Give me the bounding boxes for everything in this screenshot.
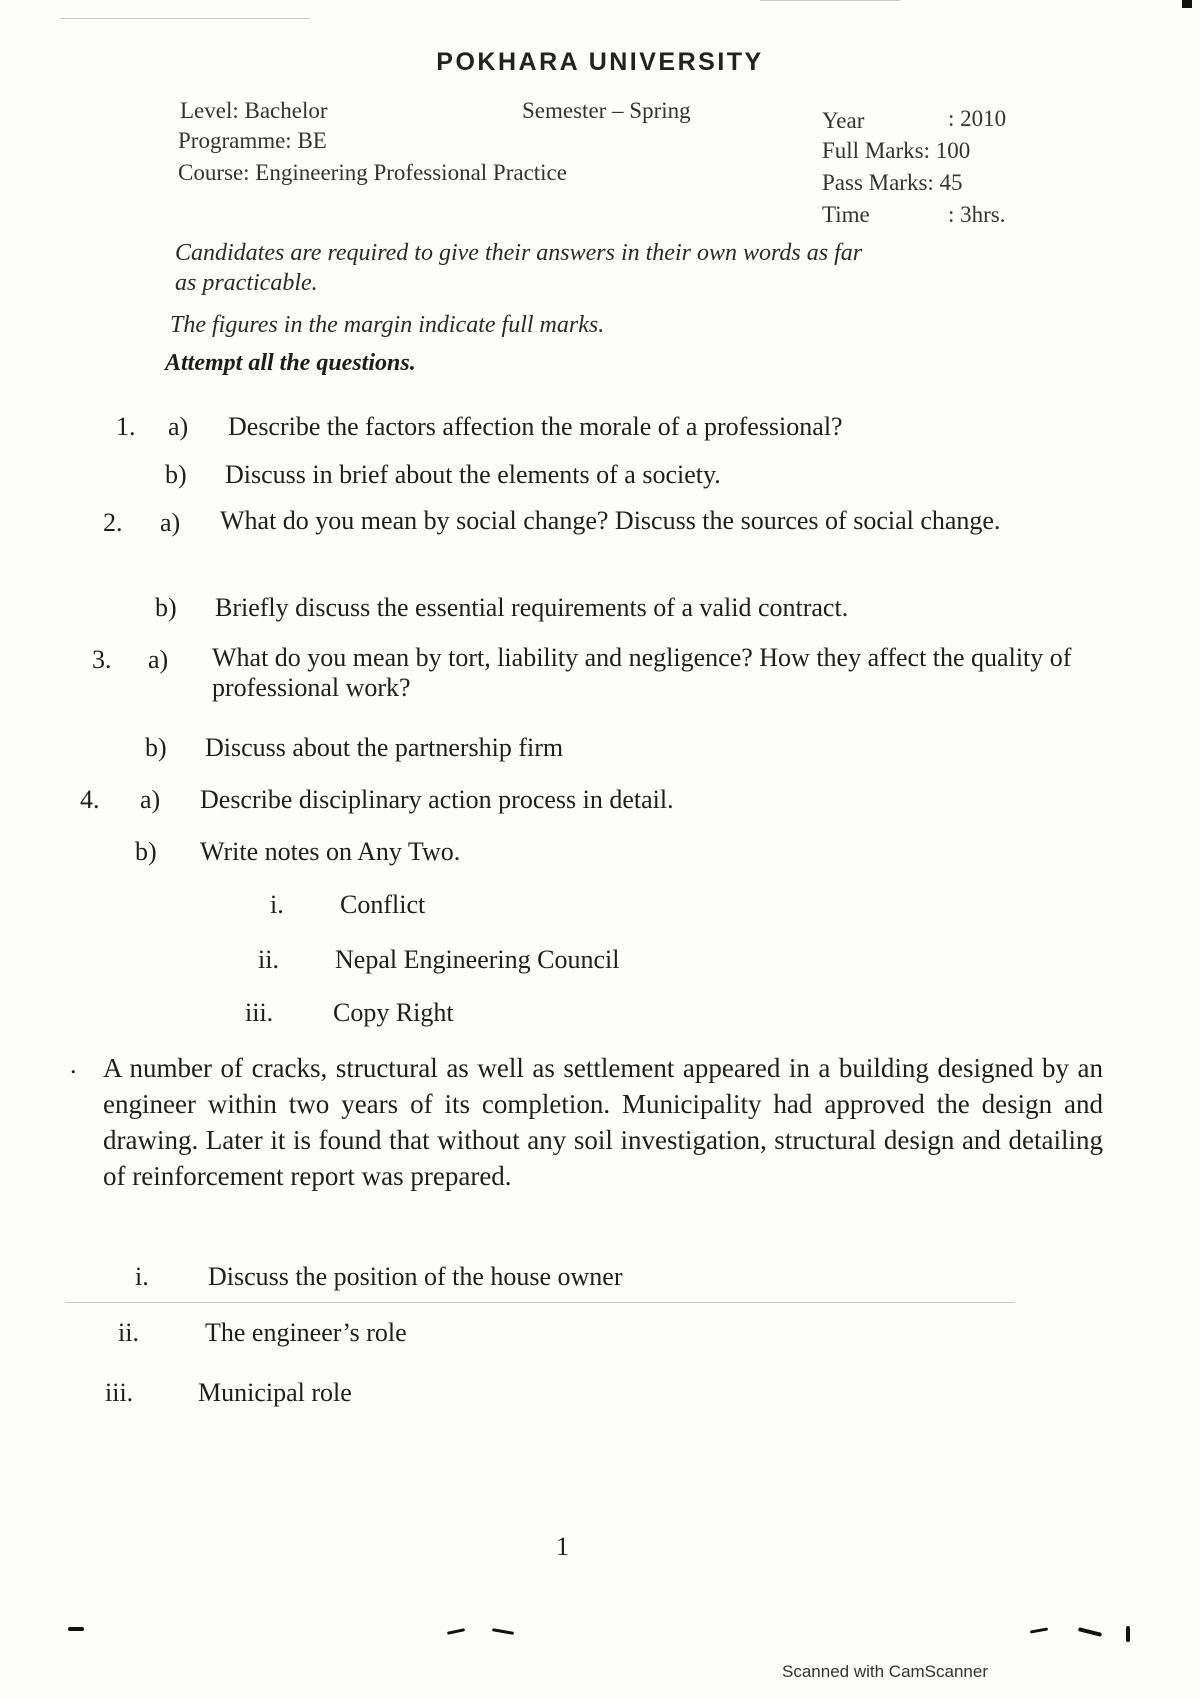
part-iii-text: Municipal role xyxy=(198,1378,352,1407)
note-i-label: i. xyxy=(270,890,284,919)
level: Level: Bachelor xyxy=(180,98,328,123)
question-1b-text: Discuss in brief about the elements of a society. xyxy=(225,460,721,489)
note-i-text: Conflict xyxy=(340,890,426,919)
question-5-text: A number of cracks, structural as well as settlement appeared in a building designed by an engineer within two years of its completion. Municipality had approved the design and drawing. Later it is found that without any soil investigation, structural design and detailing of reinforcement report was prepared. xyxy=(103,1053,1103,1191)
question-4b-text: Write notes on Any Two. xyxy=(200,837,461,866)
question-3b-label: b) xyxy=(145,733,167,762)
question-4a-label: a) xyxy=(140,785,161,814)
programme: Programme: BE xyxy=(178,128,327,153)
semester: Semester – Spring xyxy=(522,98,691,123)
scan-line-top xyxy=(60,18,310,19)
note-ii-label: ii. xyxy=(258,945,279,974)
instruction-figures: The figures in the margin indicate full marks. xyxy=(170,312,605,338)
scan-mark-bottom-left xyxy=(68,1627,84,1631)
question-2a-text: What do you mean by social change? Discuss the sources of social change. xyxy=(220,506,1001,535)
full-marks: Full Marks: 100 xyxy=(822,138,971,163)
part-i-text: Discuss the position of the house owner xyxy=(208,1262,623,1291)
part-iii-label: iii. xyxy=(105,1378,134,1407)
question-1a-label: a) xyxy=(168,412,189,441)
question-3-number: 3. xyxy=(92,645,112,674)
instruction-line-2: as practicable. xyxy=(175,270,318,296)
note-iii-text: Copy Right xyxy=(333,998,454,1027)
time-value: : 3hrs. xyxy=(948,202,1006,227)
year-label: Year xyxy=(822,108,865,133)
question-1a-text: Describe the factors affection the morale of a professional? xyxy=(228,412,843,441)
course: Course: Engineering Professional Practice xyxy=(178,160,567,185)
scan-line-top-right xyxy=(760,0,900,1)
question-3a-label: a) xyxy=(148,645,169,674)
question-5-number: . xyxy=(70,1050,77,1079)
time-label: Time xyxy=(822,202,870,227)
question-3b-text: Discuss about the partnership firm xyxy=(205,733,564,762)
university-title: POKHARA UNIVERSITY xyxy=(436,48,764,76)
part-i-label: i. xyxy=(135,1262,149,1291)
part-ii-text: The engineer’s role xyxy=(205,1318,407,1347)
question-1-number: 1. xyxy=(116,412,136,441)
scan-mark-bottom-center-2 xyxy=(492,1628,514,1635)
note-ii-text: Nepal Engineering Council xyxy=(335,945,620,974)
question-4a-text: Describe disciplinary action process in detail. xyxy=(200,785,674,814)
instruction-attempt: Attempt all the questions. xyxy=(165,350,416,376)
scan-line-mid xyxy=(65,1302,1015,1303)
page-number: 1 xyxy=(556,1532,569,1561)
question-2-number: 2. xyxy=(103,508,123,537)
question-3a-text: What do you mean by tort, liability and negligence? How they affect the quality of professional work? xyxy=(212,643,1072,702)
note-iii-label: iii. xyxy=(245,998,274,1027)
scan-mark-bottom-right-1 xyxy=(1030,1627,1048,1633)
question-4b-label: b) xyxy=(135,837,157,866)
scan-mark-top-right xyxy=(1182,0,1192,8)
scan-mark-bottom-right-3 xyxy=(1126,1626,1130,1642)
year-value: : 2010 xyxy=(948,106,1007,131)
question-4-number: 4. xyxy=(80,785,100,814)
part-ii-label: ii. xyxy=(118,1318,139,1347)
instruction-line-1: Candidates are required to give their answers in their own words as far xyxy=(175,240,863,266)
question-2a-label: a) xyxy=(160,508,181,537)
scan-mark-bottom-right-2 xyxy=(1078,1627,1102,1637)
question-2b-text: Briefly discuss the essential requirements of a valid contract. xyxy=(215,593,849,622)
scan-mark-bottom-center-1 xyxy=(447,1628,465,1635)
camscanner-watermark: Scanned with CamScanner xyxy=(782,1662,989,1681)
pass-marks: Pass Marks: 45 xyxy=(822,170,963,195)
question-2b-label: b) xyxy=(155,593,177,622)
question-1b-label: b) xyxy=(165,460,187,489)
